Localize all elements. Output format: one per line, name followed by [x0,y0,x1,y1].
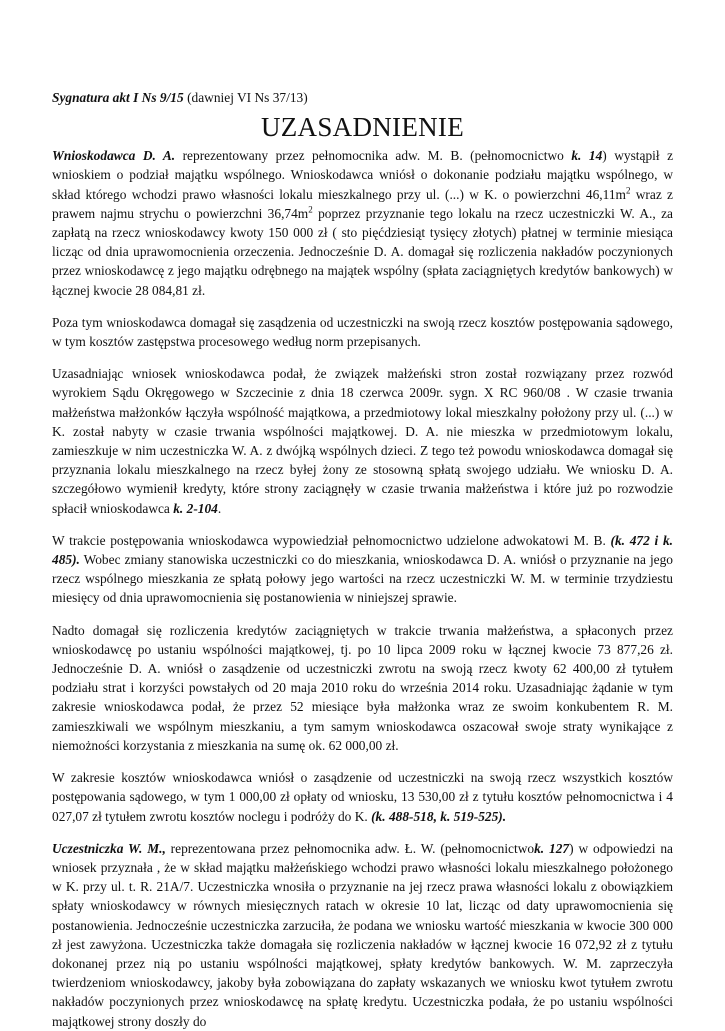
paragraph-6-text-a: W zakresie kosztów wnioskodawca wniósł o zasądzenie od uczestniczki na swoją rzecz wszystkich kosztów postępowania sądowego, w tym 1 000,00 zł opłaty od wniosku, 13 530,00 zł z tytułu kosztów pełnomocnictwa i 4 027,07 zł tytułem zwrotu kosztów noclegu i podróży do K. [52,770,673,824]
file-reference: k. 14 [571,148,603,164]
paragraph-7-text-a: reprezentowana przez pełnomocnika adw. Ł. W. (pełnomocnictwo [165,840,535,856]
paragraph-4-text-a: W trakcie postępowania wnioskodawca wypowiedział pełnomocnictwo udzielone adwokatowi M. B. [52,532,611,548]
file-reference: (k. 488-518, k. 519-525). [371,808,507,824]
paragraph-3-text-a: Uzasadniając wniosek wnioskodawca podał, że związek małżeński stron został rozwiązany przez rozwód wyrokiem Sądu Okręgowego w Szczecinie z dnia 18 czerwca 2009r. sygn. X RC 960/08 . W czasie trwania małżeństwa małżonków łączyła wspólność majątkowa, a przedmiotowy lokal mieszkalny położony przy ul. (...) w K. został nabyty w czasie trwania wspólności majątkowej. D. A. nie mieszka w przedmiotowym lokalu, zamieszkuje w nim uczestniczka W. A. z dwójką wspólnych dzieci. Z tego też powodu wnioskodawca domagał się przyznania lokalu mieszkalnego na rzecz byłej żony ze stosowną spłatą swojego udziału. We wniosku D. A. szczegółowo wymienił kredyty, które strony zaciągnęły w czasie trwania małżeństwa i które już po rozwodzie spłacił wnioskodawca [52,366,673,516]
paragraph-6 [52,768,673,826]
paragraph-7 [52,839,673,1031]
paragraph-2: Poza tym wnioskodawca domagał się zasądzenia od uczestniczki na swoją rzecz kosztów postępowania sądowego, w tym kosztów zastępstwa procesowego według norm przepisanych. [52,314,673,350]
superscript: 2 [308,204,313,215]
file-reference: k. 127 [534,840,570,856]
document-title: UZASADNIENIE [260,112,465,143]
superscript: 2 [625,185,631,196]
paragraph-7-text-b: ) w odpowiedzi na wniosek przyznała , że w skład majątku małżeńskiego wchodzi prawo własności lokalu mieszkalnego położonego w K. przy ul. t. R. 21A/7. Uczestniczka wnosiła o przyznanie na jej rzecz prawa własności lokalu z obowiązkiem spłaty wnioskodawcy w równych miesięcznych ratach w okresie 10 lat, licząc od daty uprawomocnienia się postanowienia. Jednocześnie uczestniczka zarzuciła, że podana we wniosku wartość mieszkania w kwocie 300 000 zł jest zawyżona. Uczestniczka także domagała się rozliczenia nakładów w łącznej kwocie 16 072,92 zł z tytułu dokonanej przez nią po ustaniu wspólności majątkowej, spłaty kredytów bankowych. W. M. zaprzeczyła twierdzeniom wnioskodawcy, jakoby była zobowiązana do zapłaty wskazanych we wniosku kwot tytułem zwrotu nakładów poczynionych przez wnioskodawcę na spłatę kredytu. Uczestniczka podała, że po ustaniu wspólności majątkowej strony doszły do [52,840,673,1029]
paragraph-5: Nadto domagał się rozliczenia kredytów zaciągniętych w trakcie trwania małżeństwa, a spłaconych przez wnioskodawcę po ustaniu wspólności majątkowej, tj. po 10 lipca 2009 roku w łącznej kwocie 73 877,26 zł. Jednocześnie D. A. wniósł o zasądzenie od uczestniczki zwrotu na swoją rzecz kwoty 62 400,00 zł tytułem podziału strat i korzyści powstałych od 20 maja 2010 roku do września 2014 roku. Uzasadniając żądanie w tym zakresie wnioskodawca podał, że przez 52 miesiące była małżonka wraz ze swoim konkubentem R. M. zamieszkiwali we wspólnym mieszkaniu, a tym samym wnioskodawca oszacował swoje straty wynikające z niemożności korzystania z mieszkania na sumę ok. 62 000,00 zł. [52,622,673,753]
signature-label: Sygnatura akt I Ns 9/15 [52,90,184,105]
party-participant: Uczestniczka W. M., [52,840,166,856]
paragraph-1-text-b: ) wystąpił z wnioskiem o podział majątku wspólnego. Wnioskodawca wniósł o dokonanie podziału majątku wspólnego, w skład którego wchodzi prawo własności lokalu mieszkalnego przy ul. (...) w K. o powierzchni 46,11m [52,148,674,202]
paragraph-1-text-c: wraz z prawem najmu strychu o powierzchni 36,74m [52,186,673,221]
paragraph-3 [52,364,673,518]
paragraph-3-text-b: . [217,500,222,516]
paragraph-1-text-d: poprzez przyznanie tego lokalu na rzecz uczestniczki W. A., za zapłatą na rzecz wnioskodawcy kwoty 150 000 zł ( sto pięćdziesiąt tysięcy złotych) płatnej w terminie miesiąca licząc od dnia uprawomocnienia orzeczenia. Jednocześnie D. A. domagał się rozliczenia nakładów poczynionych przez wnioskodawcę z jego majątku odrębnego na majątek wspólny (spłata zaciągniętych kredytów bankowych) w łącznej kwocie 28 084,81 zł. [52,205,673,298]
case-signature [52,88,673,107]
party-applicant: Wnioskodawca D. A. [52,148,176,164]
paragraph-1-text-a: reprezentowany przez pełnomocnika adw. M. B. (pełnomocnictwo [175,148,572,164]
file-reference: k. 2-104 [173,500,218,516]
file-reference: (k. 472 i k. 485). [52,532,673,568]
paragraph-4-text-b: Wobec zmiany stanowiska uczestniczki co do mieszkania, wnioskodawca D. A. wniósł o przyznanie na jego rzecz wspólnego mieszkania ze spłatą połowy jego wartości na rzecz uczestniczki W. M. w terminie trzydziestu miesięcy od dnia uprawomocnienia się postanowienia w niniejszej sprawie. [52,552,673,606]
paragraph-1 [52,146,673,300]
signature-note: (dawniej VI Ns 37/13) [187,90,308,105]
paragraph-4 [52,531,673,608]
